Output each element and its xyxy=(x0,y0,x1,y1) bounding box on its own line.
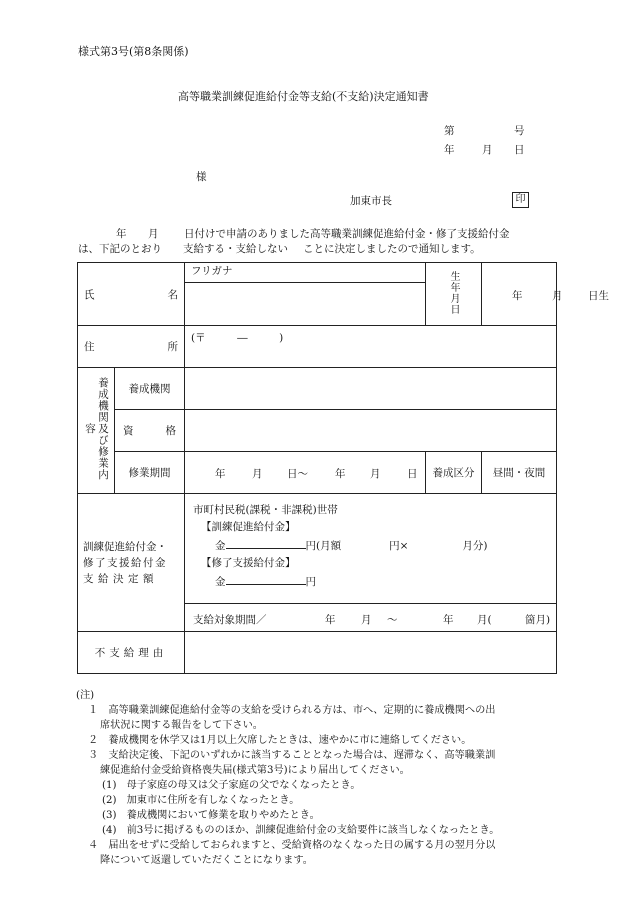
payment-period-nen-2: 年 xyxy=(443,614,454,626)
qualification-field-cell[interactable] xyxy=(185,410,557,452)
address-label-b: 所 xyxy=(167,341,178,353)
name-label-cell xyxy=(78,263,185,326)
intro-tsuki: 月 xyxy=(148,228,159,240)
name-label-b: 名 xyxy=(167,288,178,301)
payment-period-tsuki-1: 月 xyxy=(361,614,372,626)
payment-period-tsuki-2: 月( xyxy=(477,614,492,626)
course-type-label: 養成区分 xyxy=(432,467,475,479)
notice-form-table xyxy=(77,262,610,674)
period-tsuki-2: 月 xyxy=(370,468,381,480)
note-2: ２ 養成機関を休学又は1月以上欠席したときは、速やかに市に連絡してください。 xyxy=(88,735,472,746)
note-3-sub-2: (2) 加東市に住所を有しなくなったとき。 xyxy=(102,795,300,806)
amount-label-1: 訓練促進給付金・ xyxy=(83,540,167,553)
intro-line2-b: 支給する・支給しない xyxy=(183,243,288,255)
promo-amount-blank[interactable] xyxy=(226,536,306,549)
institution-label: 養成機関 xyxy=(128,383,171,395)
number-dai: 第 xyxy=(444,125,455,137)
intro-line2-a: は、下記のとおり xyxy=(78,243,162,255)
completion-yen: 円 xyxy=(305,576,316,588)
promo-months: 月分) xyxy=(462,540,488,552)
date-nen: 年 xyxy=(444,144,455,156)
period-label-cell xyxy=(115,452,185,494)
intro-line2-c: ことに決定しましたので通知します。 xyxy=(303,243,481,255)
promo-yen-times: 円× xyxy=(389,540,409,552)
furigana-cell[interactable] xyxy=(185,263,426,283)
institution-label-cell xyxy=(115,368,185,410)
note-3b: 練促進給付金受給資格喪失届(様式第3号)により届出してください。 xyxy=(100,765,410,776)
period-tsuki-1: 月 xyxy=(252,468,263,480)
period-nen-2: 年 xyxy=(335,468,346,480)
note-4b: 降について返還していただくことになります。 xyxy=(100,855,313,866)
intro-line1: 日付けで申請のありました高等職業訓練促進給付金・修了支援給付金 xyxy=(184,228,510,240)
payment-period-cell[interactable] xyxy=(185,604,557,632)
reason-field-cell[interactable] xyxy=(185,632,557,674)
note-3a: ３ 支給決定後、下記のいずれかに該当することとなった場合は、遅滞なく、高等職業訓 xyxy=(88,750,496,761)
amount-field-cell[interactable] xyxy=(185,494,557,604)
issuer-name: 加東市長 xyxy=(350,195,392,207)
furigana-label: フリガナ xyxy=(191,265,233,277)
address-label-a: 住 xyxy=(84,341,95,353)
promo-kin: 金 xyxy=(215,540,226,552)
note-1a: １ 高等職業訓練促進給付金等の支給を受けられる方は、市へ、定期的に養成機関への出 xyxy=(88,705,496,716)
intro-nen: 年 xyxy=(116,228,127,240)
postal-code: (〒 ― ) xyxy=(191,332,284,344)
period-hi-2: 日 xyxy=(407,468,418,480)
date-hi: 日 xyxy=(514,144,525,156)
form-number: 様式第3号(第8条関係) xyxy=(78,45,189,58)
course-type-value-cell[interactable] xyxy=(482,452,557,494)
training-group-label-cell xyxy=(78,368,115,494)
birth-date-cell[interactable] xyxy=(482,263,610,326)
completion-amount-line xyxy=(193,572,556,591)
qualification-label-cell xyxy=(115,410,185,452)
note-3-sub-4: (4) 前3号に掲げるもののほか、訓練促進給付金の支給要件に該当しなくなったとき。 xyxy=(102,825,500,836)
amount-label-3: 支給決定額 xyxy=(83,572,158,585)
payment-period-count: 箇月) xyxy=(525,614,551,626)
payment-period-tilde: 〜 xyxy=(387,614,398,626)
completion-header: 【修了支援給付金】 xyxy=(201,557,296,569)
note-1b: 席状況に関する報告をして下さい。 xyxy=(100,720,263,731)
birth-label-cell xyxy=(426,263,482,326)
course-type-value: 昼間・夜間 xyxy=(492,467,546,479)
payment-period-label: 支給対象期間／ xyxy=(193,614,267,626)
tax-status-line: 市町村民税(課税・非課税)世帯 xyxy=(193,504,338,516)
institution-field-cell[interactable] xyxy=(185,368,557,410)
completion-kin: 金 xyxy=(215,576,226,588)
amount-label-cell xyxy=(78,494,185,632)
name-label-a: 氏 xyxy=(84,288,95,301)
promo-header: 【訓練促進給付金】 xyxy=(201,521,296,533)
number-go: 号 xyxy=(514,125,525,137)
promo-yen-monthly: 円(月額 xyxy=(305,540,342,552)
amount-label-2: 修了支援給付金 xyxy=(83,556,167,569)
period-label: 修業期間 xyxy=(128,467,171,479)
payment-period-nen-1: 年 xyxy=(325,614,336,626)
name-field-cell[interactable] xyxy=(185,283,426,326)
promo-amount-line xyxy=(193,536,556,555)
birth-hi: 日生 xyxy=(588,290,610,302)
birth-nen: 年 xyxy=(512,290,523,302)
date-tsuki: 月 xyxy=(482,144,493,156)
qualification-label-b: 格 xyxy=(165,425,176,437)
qualification-label-a: 資 xyxy=(123,425,134,437)
note-3-sub-3: (3) 養成機関において修業を取りやめたとき。 xyxy=(102,810,320,821)
period-field-cell[interactable] xyxy=(185,452,426,494)
document-title: 高等職業訓練促進給付金等支給(不支給)決定通知書 xyxy=(178,90,429,103)
notes-heading: (注) xyxy=(76,690,95,701)
period-nen-1: 年 xyxy=(215,468,226,480)
reason-label-cell xyxy=(78,632,185,674)
notes-section xyxy=(76,688,560,868)
reason-label: 不支給理由 xyxy=(94,647,168,659)
training-group-label: 養成機関及び修業内容 xyxy=(84,377,109,481)
recipient-sama: 様 xyxy=(196,171,207,183)
birth-label: 生年月日 xyxy=(448,270,460,315)
seal-stamp: 印 xyxy=(512,192,529,208)
completion-amount-blank[interactable] xyxy=(226,572,306,585)
birth-tsuki: 月 xyxy=(552,290,563,302)
note-3-sub-1: (1) 母子家庭の母又は父子家庭の父でなくなったとき。 xyxy=(102,780,361,791)
address-label-cell xyxy=(78,326,185,368)
note-4a: ４ 届出をせずに受給しておられますと、受給資格のなくなった日の属する月の翌月分以 xyxy=(88,840,496,851)
course-type-label-cell xyxy=(426,452,482,494)
period-hi-1: 日〜 xyxy=(287,468,308,480)
address-field-cell[interactable] xyxy=(185,326,557,368)
